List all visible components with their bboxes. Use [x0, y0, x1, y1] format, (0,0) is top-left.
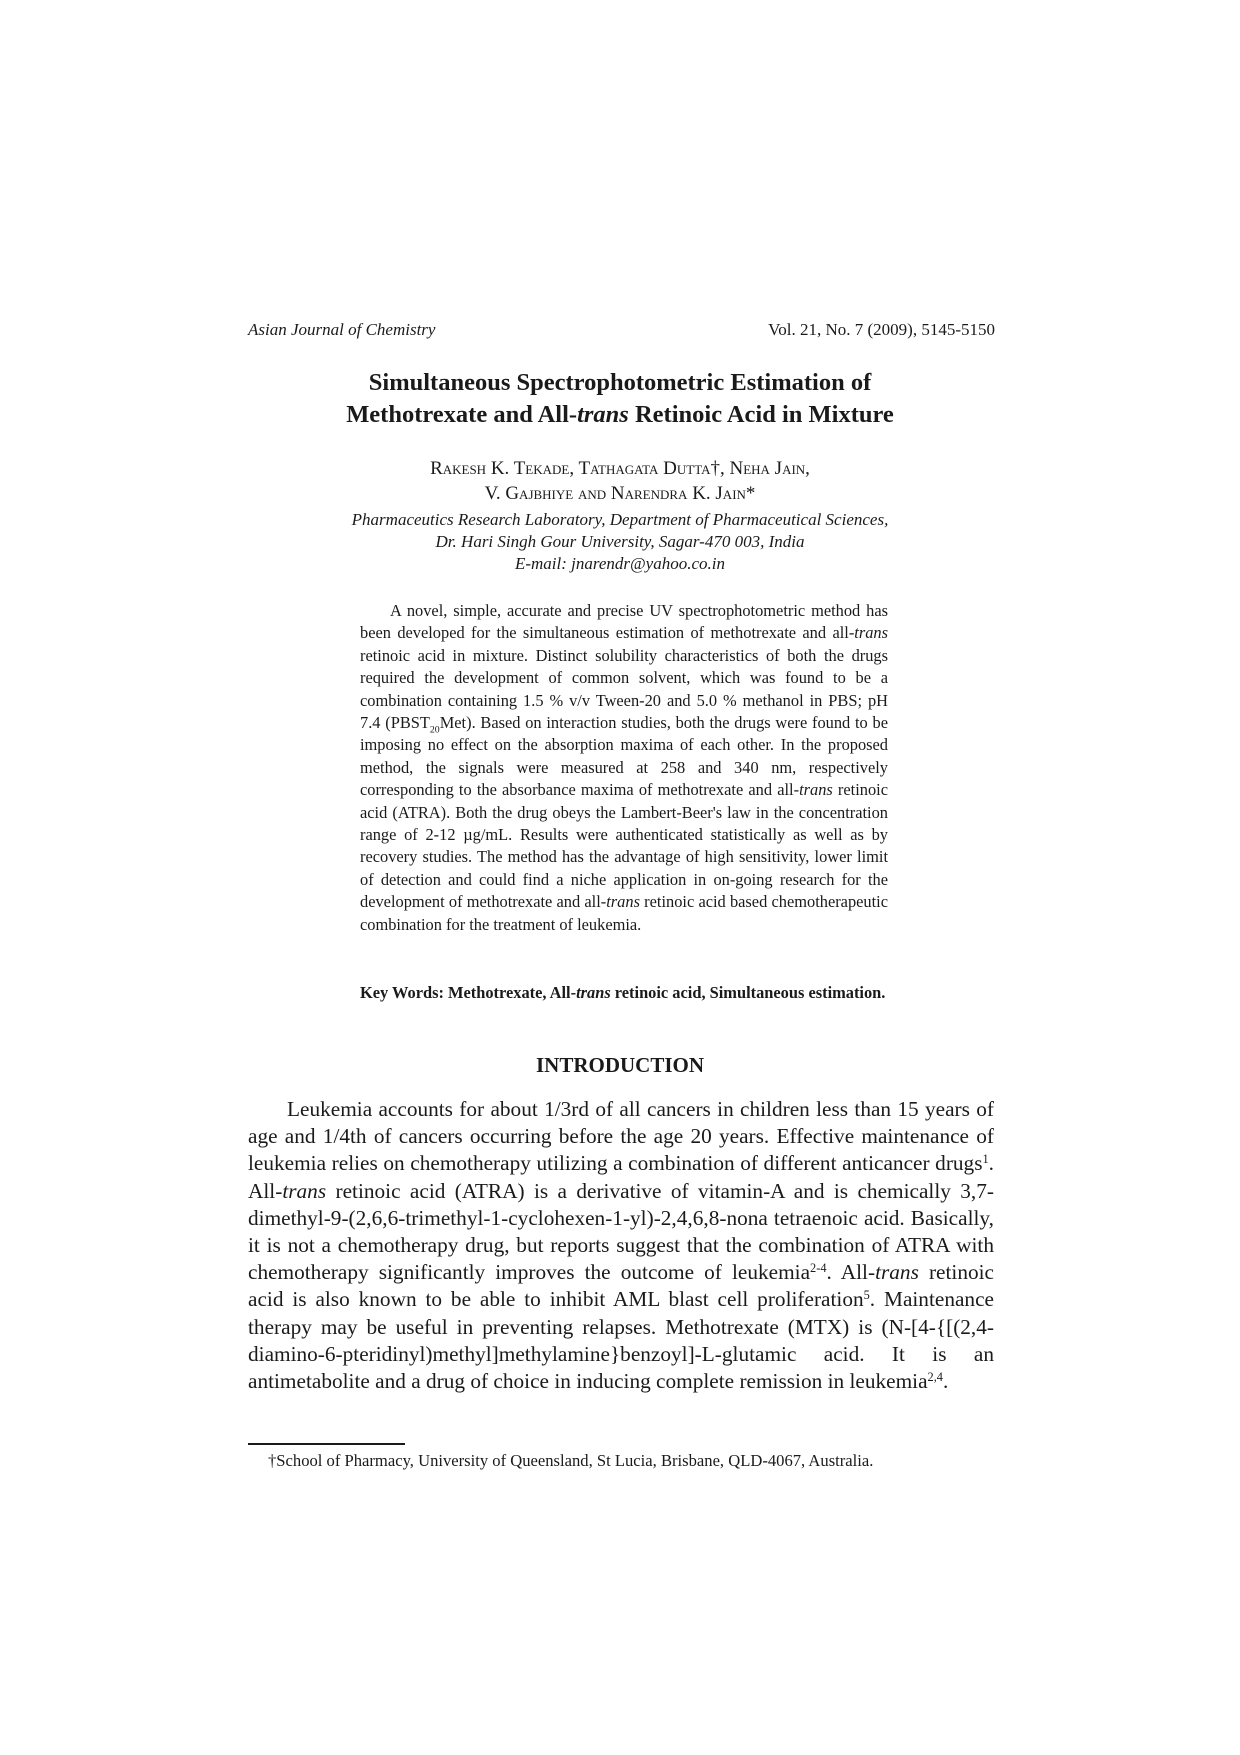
citation-ref: 2-4	[810, 1261, 827, 1276]
affiliation-line-2: Dr. Hari Singh Gour University, Sagar-470 003, India	[435, 532, 805, 551]
title-text: Retinoic Acid in Mixture	[628, 401, 894, 428]
abstract-italic: trans	[799, 780, 833, 800]
journal-name: Asian Journal of Chemistry	[248, 320, 436, 339]
citation-ref: 2,4	[927, 1370, 943, 1385]
author-list	[0, 456, 1240, 506]
keywords-text: retinoic acid, Simultaneous estimation.	[610, 983, 886, 1002]
abstract-span: retinoic acid (ATRA). Both the drug obeys the Lambert-Beer's law in the concentration range of 2-12 µg/mL. Results were authenticated statistically as well as by recovery studies. The method has the advantage of high sensitivity, lower limit of detection and could find a niche application in on-going research for the development of methotrexate and all-	[360, 780, 888, 912]
abstract-text	[360, 600, 888, 936]
intro-paragraph	[248, 1096, 994, 1395]
title-italic: trans	[577, 401, 629, 428]
intro-italic: trans	[282, 1178, 327, 1203]
abstract-subscript: 20	[429, 724, 440, 736]
abstract-span: retinoic acid based chemotherapeutic combination for the treatment of leukemia.	[360, 892, 888, 934]
abstract-italic: trans	[854, 623, 888, 643]
abstract-span: Met). Based on interaction studies, both the drugs were found to be imposing no effect on the absorption maxima of each other. In the proposed method, the signals were measured at 258 and 340 nm, respectively corresponding to the absorbance maxima of methotrexate and all-	[360, 713, 888, 800]
section-heading: INTRODUCTION	[535, 1053, 705, 1077]
intro-span: retinoic acid is also known to be able to inhibit AML blast cell proliferation	[248, 1260, 994, 1312]
abstract	[360, 600, 888, 936]
abstract-italic: trans	[606, 892, 640, 912]
keywords	[360, 982, 888, 1004]
paper-title	[0, 367, 1240, 431]
intro-span: . All-	[826, 1260, 876, 1285]
affiliation-line-1: Pharmaceutics Research Laboratory, Department of Pharmaceutical Sciences,	[351, 510, 889, 529]
title-line-1: Simultaneous Spectrophotometric Estimation of	[368, 369, 872, 396]
abstract-span: A novel, simple, accurate and precise UV spectrophotometric method has been developed for the simultaneous estimation of methotrexate and all-	[360, 601, 888, 643]
authors-line-2: V. Gajbhiye and Narendra K. Jain*	[484, 483, 756, 504]
keywords-text: Key Words: Methotrexate, All-	[360, 983, 577, 1002]
volume-info: Vol. 21, No. 7 (2009), 5145-5150	[768, 320, 995, 339]
title-line-2	[0, 399, 1240, 431]
intro-span: retinoic acid (ATRA) is a derivative of vitamin-A and is chemically 3,7-dimethyl-9-(2,6,6-trimethyl-1-cyclohexen-1-yl)-2,4,6,8-nona tetraenoic acid. Basically, it is not a chemotherapy drug, but reports suggest that the combination of ATRA with chemotherapy significantly improves the outcome of leukemia	[248, 1178, 994, 1285]
intro-span: . All-	[248, 1151, 994, 1203]
keywords-italic: trans	[576, 983, 611, 1002]
intro-span: . Maintenance therapy may be useful in preventing relapses. Methotrexate (MTX) is (N-[4-{[(2,4-diamino-6-pteridinyl)methyl]methylamine}benzoyl]-L-glutamic acid. It is an antimetabolite and a drug of choice in inducing complete remission in leukemia	[248, 1287, 994, 1394]
abstract-span: retinoic acid in mixture. Distinct solubility characteristics of both the drugs required the development of common solvent, which was found to be a combination containing 1.5 % v/v Tween-20 and 5.0 % methanol in PBS; pH 7.4 (PBST	[360, 645, 888, 733]
intro-span: Leukemia accounts for about 1/3rd of all cancers in children less than 15 years of age and 1/4th of cancers occurring before the age 20 years. Effective maintenance of leukemia relies on chemotherapy utilizing a combination of different anticancer drugs	[248, 1097, 994, 1176]
introduction-body	[248, 1096, 994, 1395]
citation-ref: 5	[863, 1288, 870, 1303]
email: E-mail: jnarendr@yahoo.co.in	[514, 554, 725, 573]
intro-span: .	[942, 1369, 949, 1394]
title-text: Methotrexate and All-	[346, 401, 578, 428]
intro-italic: trans	[875, 1260, 919, 1285]
footnote: †School of Pharmacy, University of Queensland, St Lucia, Brisbane, QLD-4067, Australia.	[268, 1451, 874, 1470]
citation-ref: 1	[982, 1152, 989, 1167]
affiliation	[0, 509, 1240, 575]
authors-line-1: Rakesh K. Tekade, Tathagata Dutta†, Neha Jain,	[430, 458, 810, 479]
footnote-rule	[248, 1443, 405, 1445]
